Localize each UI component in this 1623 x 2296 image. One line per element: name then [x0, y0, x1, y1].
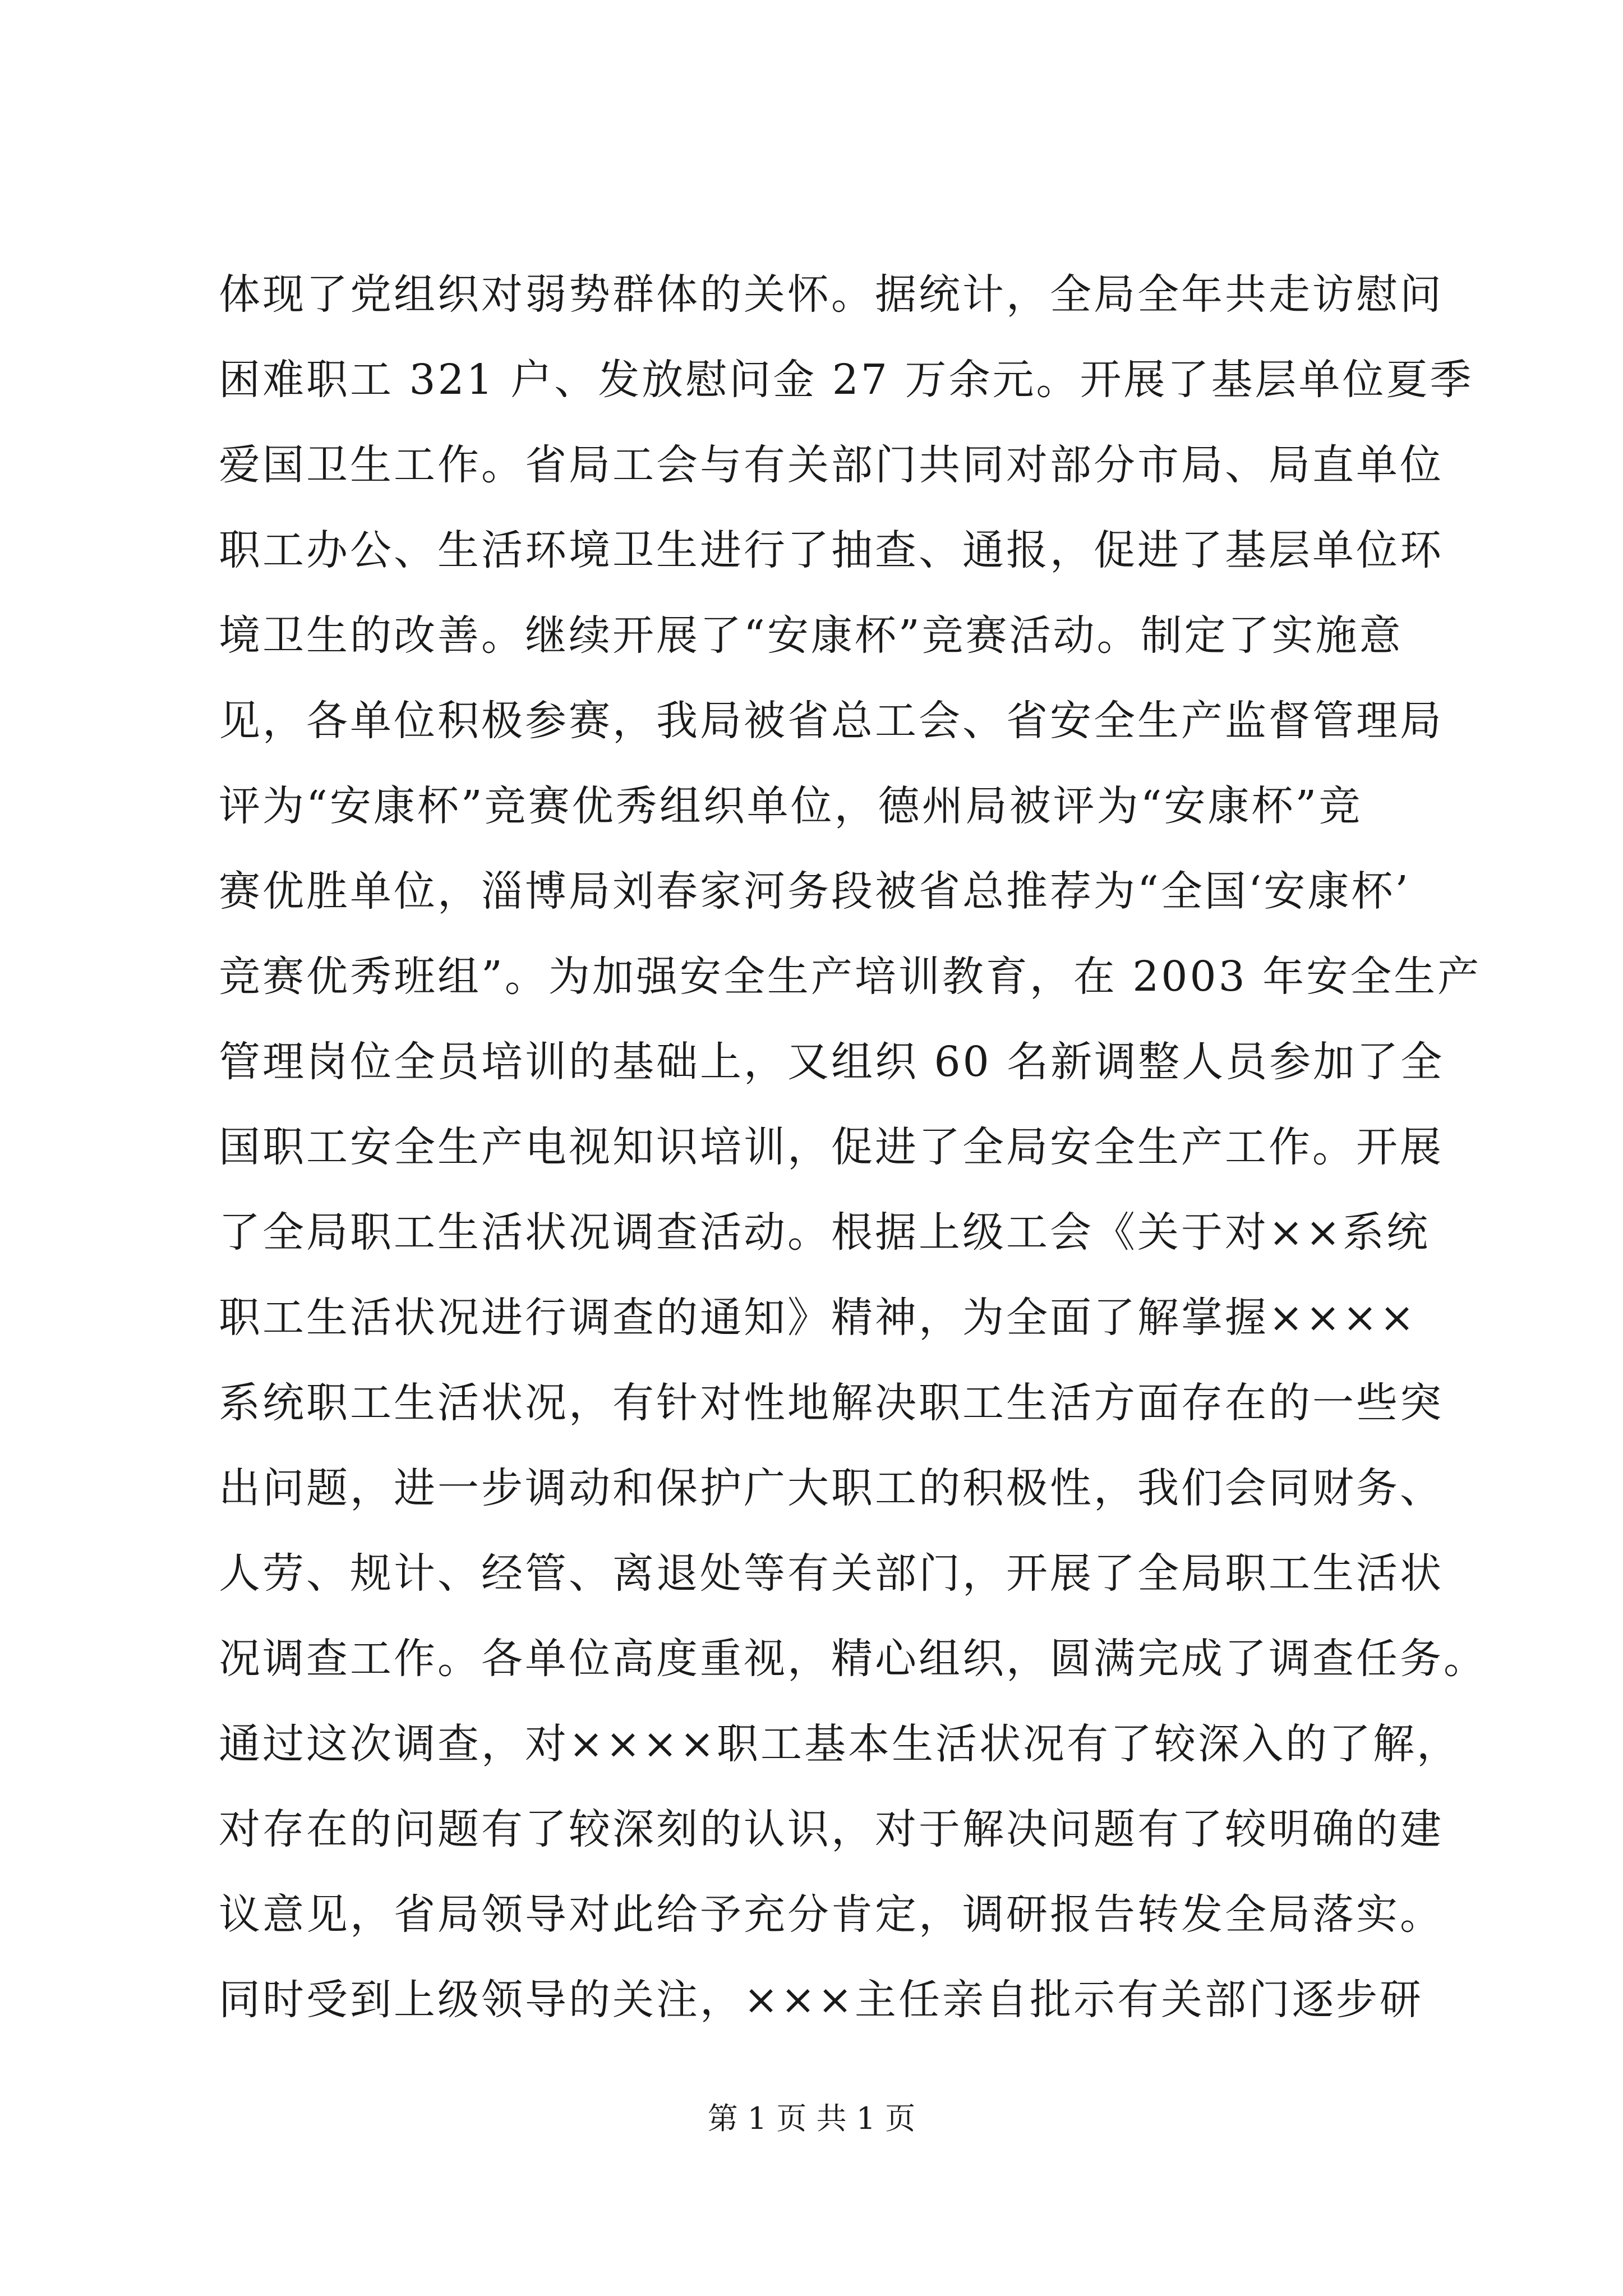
text-line: 爱国卫生工作。省局工会与有关部门共同对部分市局、局直单位: [219, 441, 1444, 489]
text-line: 管理岗位全员培训的基础上，又组织 60 名新调整人员参加了全: [219, 1038, 1445, 1086]
text-line: 议意见，省局领导对此给予充分肯定，调研报告转发全局落实。: [219, 1890, 1444, 1939]
text-line: 对存在的问题有了较深刻的认识，对于解决问题有了较明确的建: [219, 1805, 1444, 1853]
text-line: 通过这次调查，对××××职工基本生活状况有了较深入的了解，: [219, 1720, 1461, 1768]
text-line: 职工办公、生活环境卫生进行了抽查、通报，促进了基层单位环: [219, 526, 1444, 574]
text-line: 人劳、规计、经管、离退处等有关部门，开展了全局职工生活状: [219, 1549, 1444, 1598]
text-line: 境卫生的改善。继续开展了“安康杯”竞赛活动。制定了实施意: [219, 611, 1403, 660]
text-line: 竞赛优秀班组”。为加强安全生产培训教育，在 2003 年安全生产: [219, 953, 1482, 1001]
page-footer: 第 1 页 共 1 页: [707, 2101, 916, 2136]
text-line: 国职工安全生产电视知识培训，促进了全局安全生产工作。开展: [219, 1123, 1444, 1171]
text-line: 况调查工作。各单位高度重视，精心组织，圆满完成了调查任务。: [219, 1635, 1487, 1683]
text-line: 出问题，进一步调动和保护广大职工的积极性，我们会同财务、: [219, 1464, 1444, 1512]
text-line: 评为“安康杯”竞赛优秀组织单位，德州局被评为“安康杯”竞: [219, 782, 1363, 830]
text-line: 职工生活状况进行调查的通知》精神，为全面了解掌握××××: [219, 1294, 1417, 1342]
text-line: 系统职工生活状况，有针对性地解决职工生活方面存在的一些突: [219, 1379, 1444, 1427]
text-line: 同时受到上级领导的关注，×××主任亲自批示有关部门逐步研: [219, 1976, 1424, 2024]
text-line: 了全局职工生活状况调查活动。根据上级工会《关于对××系统: [219, 1208, 1431, 1257]
text-line: 体现了党组织对弱势群体的关怀。据统计，全局全年共走访慰问: [219, 270, 1444, 319]
text-line: 见，各单位积极参赛，我局被省总工会、省安全生产监督管理局: [219, 697, 1444, 745]
text-line: 困难职工 321 户、发放慰问金 27 万余元。开展了基层单位夏季: [219, 356, 1474, 404]
text-line: 赛优胜单位，淄博局刘春家河务段被省总推荐为“全国‘安康杯’: [219, 867, 1410, 915]
